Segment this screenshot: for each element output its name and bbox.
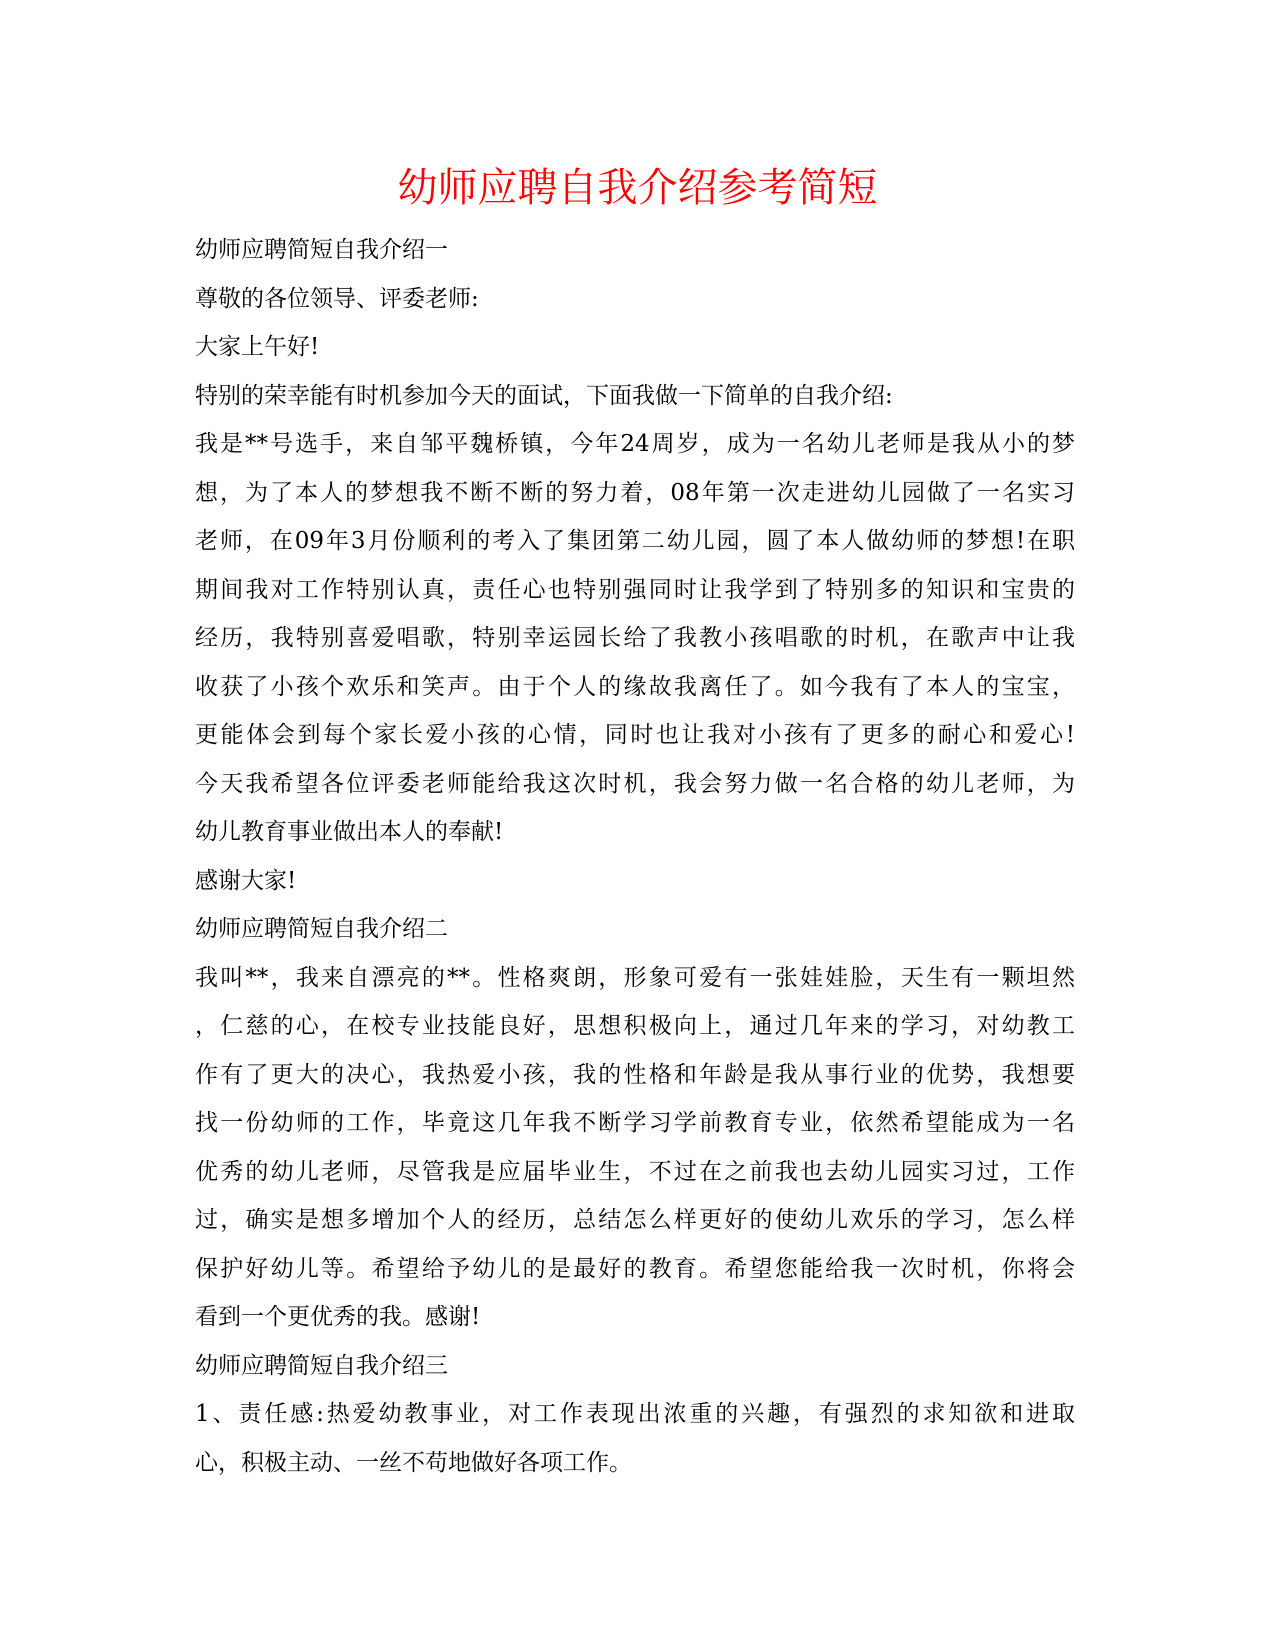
greeting: 大家上午好! bbox=[195, 334, 320, 360]
paragraph-line: 今天我希望各位评委老师能给我这次时机，我会努力做一名合格的幼儿老师，为 bbox=[195, 770, 1075, 797]
paragraph-line: 经历，我特别喜爱唱歌，特别幸运园长给了我教小孩唱歌的时机，在歌声中让我 bbox=[195, 625, 1075, 651]
closing-line: 感谢大家! bbox=[195, 867, 297, 894]
document-body bbox=[195, 226, 1075, 1487]
paragraph-line: 我叫**，我来自漂亮的**。性格爽朗，形象可爱有一张娃娃脸，天生有一颗坦然 bbox=[195, 964, 1075, 991]
document-title: 幼师应聘自我介绍参考简短 bbox=[397, 165, 878, 211]
section-heading: 幼师应聘简短自我介绍三 bbox=[195, 1352, 448, 1379]
paragraph-line: 想，为了本人的梦想我不断不断的努力着，08年第一次走进幼儿园做了一名实习 bbox=[195, 479, 1075, 506]
paragraph-line: 收获了小孩个欢乐和笑声。由于个人的缘故我离任了。如今我有了本人的宝宝， bbox=[195, 673, 1075, 700]
paragraph-line: 过，确实是想多增加个人的经历，总结怎么样更好的使幼儿欢乐的学习，怎么样 bbox=[195, 1207, 1075, 1233]
section-heading: 幼师应聘简短自我介绍二 bbox=[195, 916, 448, 942]
paragraph-line: 找一份幼师的工作，毕竟这几年我不断学习学前教育专业，依然希望能成为一名 bbox=[195, 1110, 1075, 1136]
salutation: 尊敬的各位领导、评委老师: bbox=[195, 285, 479, 312]
paragraph-line: 期间我对工作特别认真，责任心也特别强同时让我学到了特别多的知识和宝贵的 bbox=[195, 576, 1075, 603]
paragraph-line: 看到一个更优秀的我。感谢! bbox=[195, 1304, 481, 1330]
paragraph-line: 老师，在09年3月份顺利的考入了集团第二幼儿园，圆了本人做幼师的梦想!在职 bbox=[195, 528, 1075, 554]
intro-line: 特别的荣幸能有时机参加今天的面试，下面我做一下简单的自我介绍: bbox=[195, 382, 893, 409]
paragraph-line: 我是**号选手，来自邹平魏桥镇，今年24周岁，成为一名幼儿老师是我从小的梦 bbox=[195, 431, 1075, 457]
paragraph-line: 优秀的幼儿老师，尽管我是应届毕业生，不过在之前我也去幼儿园实习过，工作 bbox=[195, 1158, 1075, 1185]
paragraph-line: 幼儿教育事业做出本人的奉献! bbox=[195, 819, 504, 845]
paragraph-line: 更能体会到每个家长爱小孩的心情，同时也让我对小孩有了更多的耐心和爱心! bbox=[195, 722, 1075, 748]
section-heading: 幼师应聘简短自我介绍一 bbox=[195, 237, 448, 263]
paragraph-line: 保护好幼儿等。希望给予幼儿的是最好的教育。希望您能给我一次时机，你将会 bbox=[195, 1255, 1075, 1282]
paragraph-line: 作有了更大的决心，我热爱小孩，我的性格和年龄是我从事行业的优势，我想要 bbox=[195, 1061, 1075, 1088]
paragraph-line: ，仁慈的心，在校专业技能良好，思想积极向上，通过几年来的学习，对幼教工 bbox=[195, 1013, 1075, 1039]
paragraph-line: 心，积极主动、一丝不苟地做好各项工作。 bbox=[195, 1449, 632, 1476]
paragraph-line: 1、责任感:热爱幼教事业，对工作表现出浓重的兴趣，有强烈的求知欲和进取 bbox=[195, 1401, 1075, 1427]
